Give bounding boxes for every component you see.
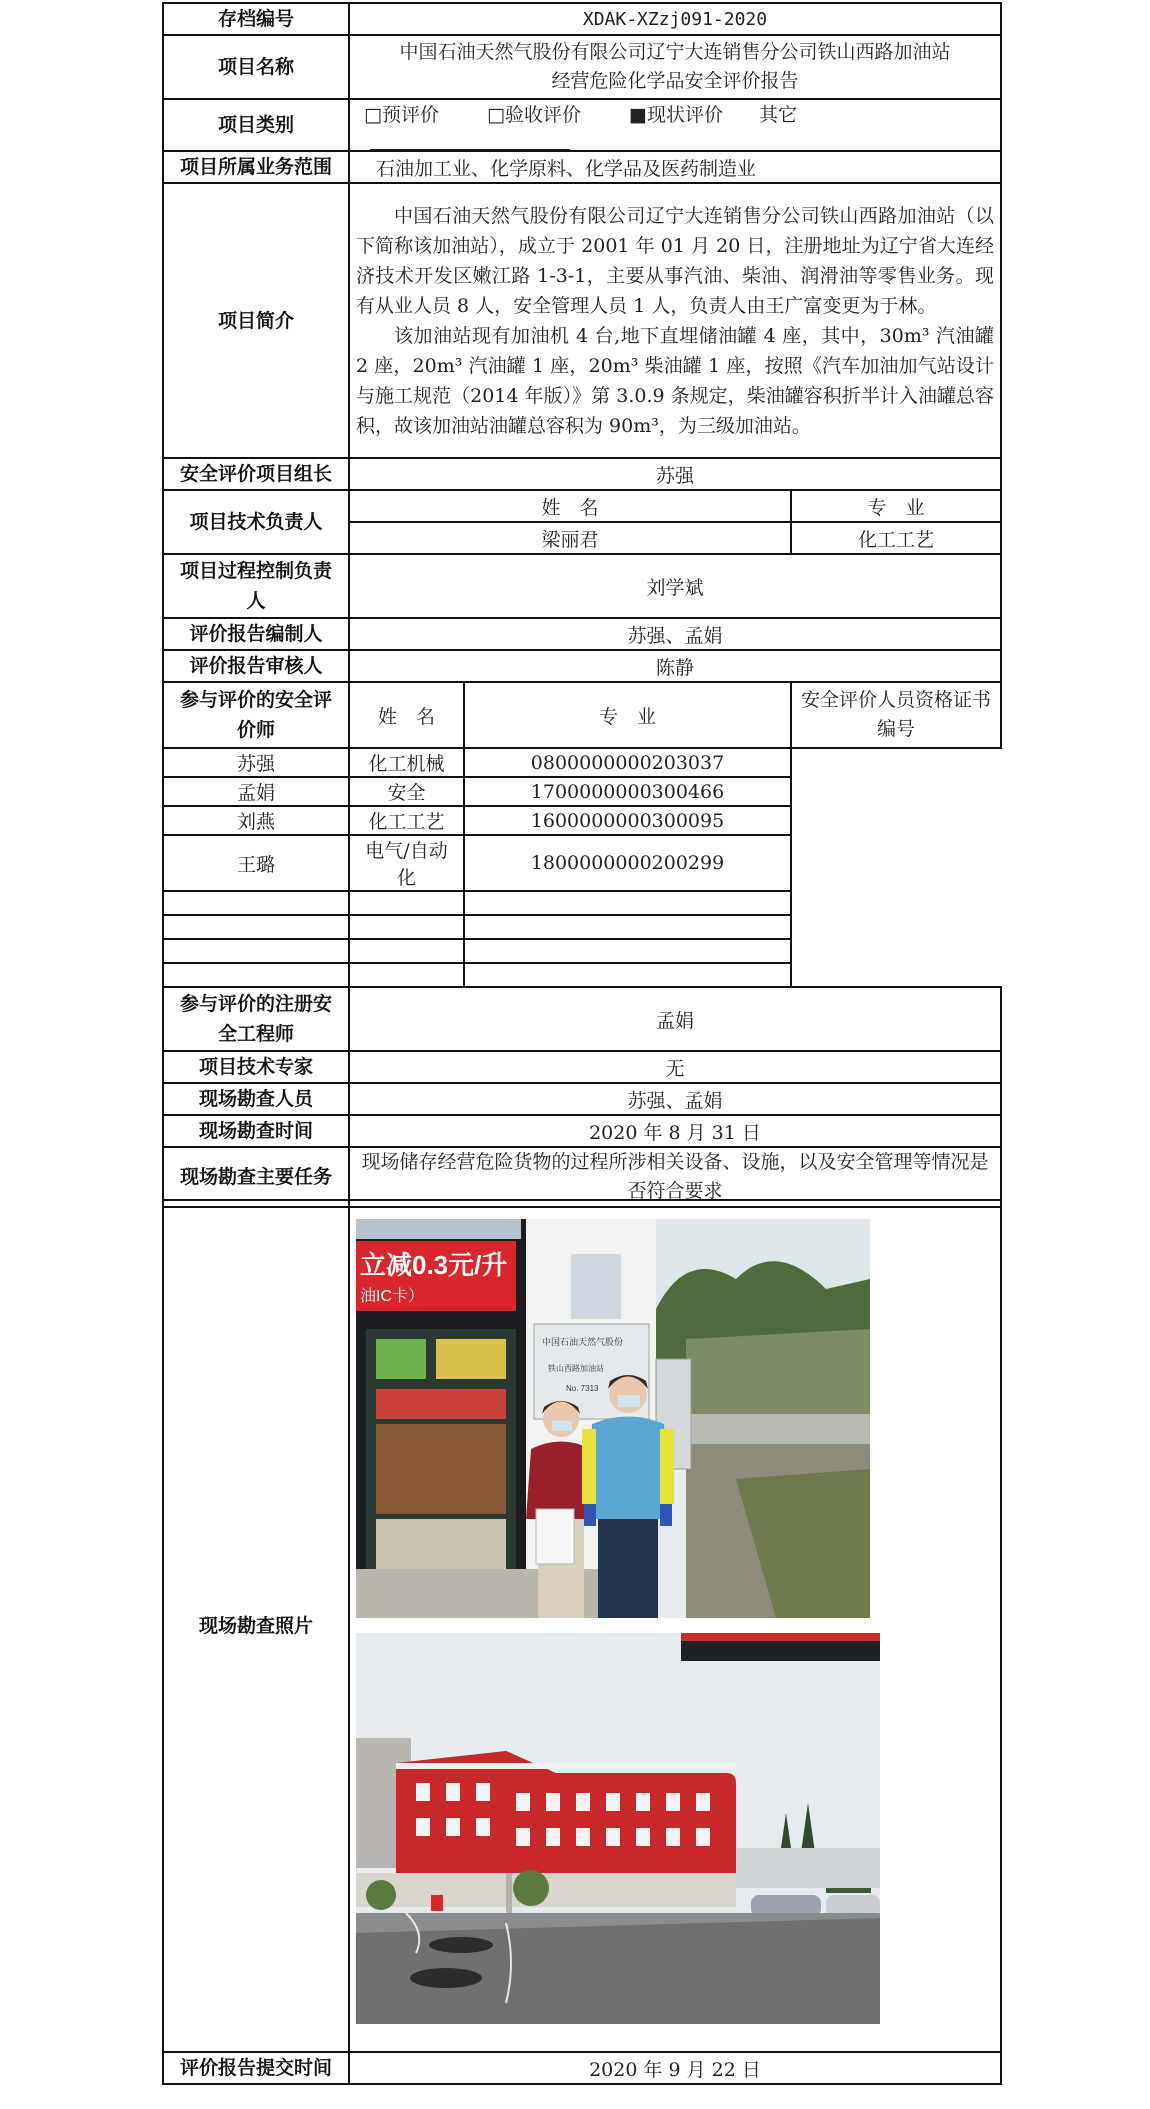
checkbox-unchecked-icon: □ (364, 104, 382, 126)
evaluator-major: 安全 (349, 777, 464, 806)
survey-photos-label: 现场勘查照片 (163, 1200, 349, 2052)
tech-expert-label: 项目技术专家 (163, 1051, 349, 1083)
evaluator-cert (464, 963, 791, 987)
project-type-label: 项目类别 (163, 99, 349, 151)
row-survey-tasks (163, 1147, 1001, 1207)
promo-sign-text: 立减0.3元/升 (360, 1250, 508, 1280)
evaluator-row (163, 915, 1001, 939)
survey-photo-staff (356, 1219, 870, 1618)
type-option-current (629, 100, 723, 127)
evaluator-cert: 1800000000200299 (464, 835, 791, 891)
project-type-options (349, 99, 1001, 151)
process-lead-value: 刘学斌 (349, 554, 1001, 618)
evaluator-row (163, 939, 1001, 963)
archive-no-value: XDAK-XZzj091-2020 (349, 3, 1001, 35)
row-project-intro (163, 183, 1001, 458)
evaluator-row (163, 963, 1001, 987)
other-blank-line (370, 127, 570, 150)
row-report-reviewer (163, 650, 1001, 682)
type-option-other: 其它 (759, 104, 798, 126)
evaluator-major (349, 915, 464, 939)
evaluator-major: 电气/自动化 (349, 835, 464, 891)
row-submit-time (163, 2052, 1001, 2084)
evaluator-cert: 0800000000203037 (464, 748, 791, 777)
reg-engineer-label-line2: 全工程师 (217, 1023, 294, 1045)
tech-lead-major-header: 专 业 (791, 490, 1001, 522)
evaluator-cert (464, 891, 791, 915)
process-lead-label-line2: 人 (246, 590, 266, 612)
promo-sign-subtext: 油IC卡） (360, 1288, 425, 1305)
archive-no-label: 存档编号 (163, 3, 349, 35)
row-report-author (163, 618, 1001, 650)
plaque-text-3: No. 7313 (566, 1384, 599, 1393)
row-tech-expert (163, 1051, 1001, 1083)
evaluator-row (163, 835, 1001, 891)
evaluator-major: 化工机械 (349, 748, 464, 777)
evaluator-name (163, 963, 349, 987)
submit-time-value: 2020 年 9 月 22 日 (349, 2052, 1001, 2084)
survey-tasks-value: 现场储存经营危险货物的过程所涉相关设备、设施，以及安全管理等情况是否符合要求 (349, 1147, 1001, 1207)
evaluator-cert: 1700000000300466 (464, 777, 791, 806)
report-reviewer-label: 评价报告审核人 (163, 650, 349, 682)
process-lead-label-line1: 项目过程控制负责 (179, 560, 332, 582)
type-option-label: 验收评价 (504, 104, 581, 126)
evaluator-major (349, 891, 464, 915)
report-reviewer-value: 陈静 (349, 650, 1001, 682)
business-scope-label: 项目所属业务范围 (163, 151, 349, 183)
reg-engineer-label (163, 987, 349, 1051)
survey-time-label: 现场勘查时间 (163, 1115, 349, 1147)
report-author-label: 评价报告编制人 (163, 618, 349, 650)
report-author-value: 苏强、孟娟 (349, 618, 1001, 650)
evaluator-rows (163, 748, 1001, 987)
tech-lead-major: 化工工艺 (791, 522, 1001, 554)
project-name-value (349, 35, 1001, 99)
evaluator-name: 孟娟 (163, 777, 349, 806)
survey-photo-staff-image (356, 1219, 870, 1618)
row-process-lead (163, 554, 1001, 618)
report-info-table (162, 2, 1002, 1208)
evaluators-label-line2: 价师 (236, 719, 275, 741)
evaluator-row (163, 777, 1001, 806)
evaluator-major (349, 939, 464, 963)
survey-staff-label: 现场勘查人员 (163, 1083, 349, 1115)
type-option-pre (364, 100, 439, 127)
submit-time-label: 评价报告提交时间 (163, 2052, 349, 2084)
intro-paragraph-2: 该加油站现有加油机 4 台,地下直埋储油罐 4 座，其中，30m³ 汽油罐 2 座，20m³ 汽油罐 1 座，20m³ 柴油罐 1 座，按照《汽车加油加气站设计与施工规范（2014 年版）》第 3.0.9 条规定，柴油罐容积折半计入油罐总容积，故该加油站油罐总容积为 90m³，为三级加油站。 (356, 324, 994, 437)
evaluator-name (163, 939, 349, 963)
project-name-line1: 中国石油天然气股份有限公司辽宁大连销售分公司铁山西路加油站 (399, 41, 951, 63)
team-leader-label: 安全评价项目组长 (163, 458, 349, 490)
evaluator-cert (464, 939, 791, 963)
evaluator-name: 王璐 (163, 835, 349, 891)
evaluator-name: 苏强 (163, 748, 349, 777)
project-intro-label: 项目简介 (163, 183, 349, 458)
row-archive-no (163, 3, 1001, 35)
evaluator-row (163, 806, 1001, 835)
project-intro-value (349, 183, 1001, 458)
type-option-label: 现状评价 (646, 104, 723, 126)
evaluator-name (163, 891, 349, 915)
plaque-text-1: 中国石油天然气股份 (542, 1337, 624, 1347)
project-name-line2: 经营危险化学品安全评价报告 (551, 70, 799, 92)
survey-time-value: 2020 年 8 月 31 日 (349, 1115, 1001, 1147)
checkbox-unchecked-icon: □ (487, 104, 505, 126)
evaluator-name-header: 姓 名 (349, 682, 464, 748)
row-reg-engineer (163, 987, 1001, 1051)
evaluators-label-line1: 参与评价的安全评 (179, 689, 332, 711)
checkbox-checked-icon: ■ (629, 104, 647, 126)
plaque-text-2: 铁山西路加油站 (548, 1364, 604, 1373)
business-scope-value: 石油加工业、化学原料、化学品及医药制造业 (349, 151, 1001, 183)
tech-lead-label: 项目技术负责人 (163, 490, 349, 554)
evaluators-label (163, 682, 349, 748)
survey-staff-value: 苏强、孟娟 (349, 1083, 1001, 1115)
row-survey-time (163, 1115, 1001, 1147)
evaluator-cert (464, 915, 791, 939)
evaluator-name: 刘燕 (163, 806, 349, 835)
reg-engineer-label-line1: 参与评价的注册安 (179, 993, 332, 1015)
row-project-type (163, 99, 1001, 151)
type-option-label: 预评价 (381, 104, 439, 126)
tech-expert-value: 无 (349, 1051, 1001, 1083)
team-leader-value: 苏强 (349, 458, 1001, 490)
evaluator-major: 化工工艺 (349, 806, 464, 835)
survey-photo-building (356, 1633, 880, 2024)
row-team-leader (163, 458, 1001, 490)
evaluator-row (163, 748, 1001, 777)
tech-lead-name-header: 姓 名 (349, 490, 791, 522)
intro-paragraph-1: 中国石油天然气股份有限公司辽宁大连销售分公司铁山西路加油站（以下简称该加油站），成立于 2001 年 01 月 20 日，注册地址为辽宁省大连经济技术开发区嫩江路 1-3-1，主要从事汽油、柴油、润滑油等零售业务。现有从业人员 8 人，安全管理人员 1 人，负责人由王广富变更为于林。 (356, 204, 994, 317)
survey-tasks-label: 现场勘查主要任务 (163, 1147, 349, 1207)
project-name-label: 项目名称 (163, 35, 349, 99)
row-evaluator-header (163, 682, 1001, 748)
row-project-name (163, 35, 1001, 99)
process-lead-label (163, 554, 349, 618)
row-tech-lead-header (163, 490, 1001, 522)
row-business-scope (163, 151, 1001, 183)
evaluator-cert-header: 安全评价人员资格证书编号 (791, 682, 1001, 748)
type-option-acceptance (487, 100, 581, 127)
evaluator-major-header: 专 业 (464, 682, 791, 748)
evaluator-row (163, 891, 1001, 915)
row-survey-staff (163, 1083, 1001, 1115)
tech-lead-name: 梁丽君 (349, 522, 791, 554)
reg-engineer-value: 孟娟 (349, 987, 1001, 1051)
survey-photo-building-image (356, 1633, 880, 2024)
evaluator-cert: 1600000000300095 (464, 806, 791, 835)
evaluator-major (349, 963, 464, 987)
evaluator-name (163, 915, 349, 939)
